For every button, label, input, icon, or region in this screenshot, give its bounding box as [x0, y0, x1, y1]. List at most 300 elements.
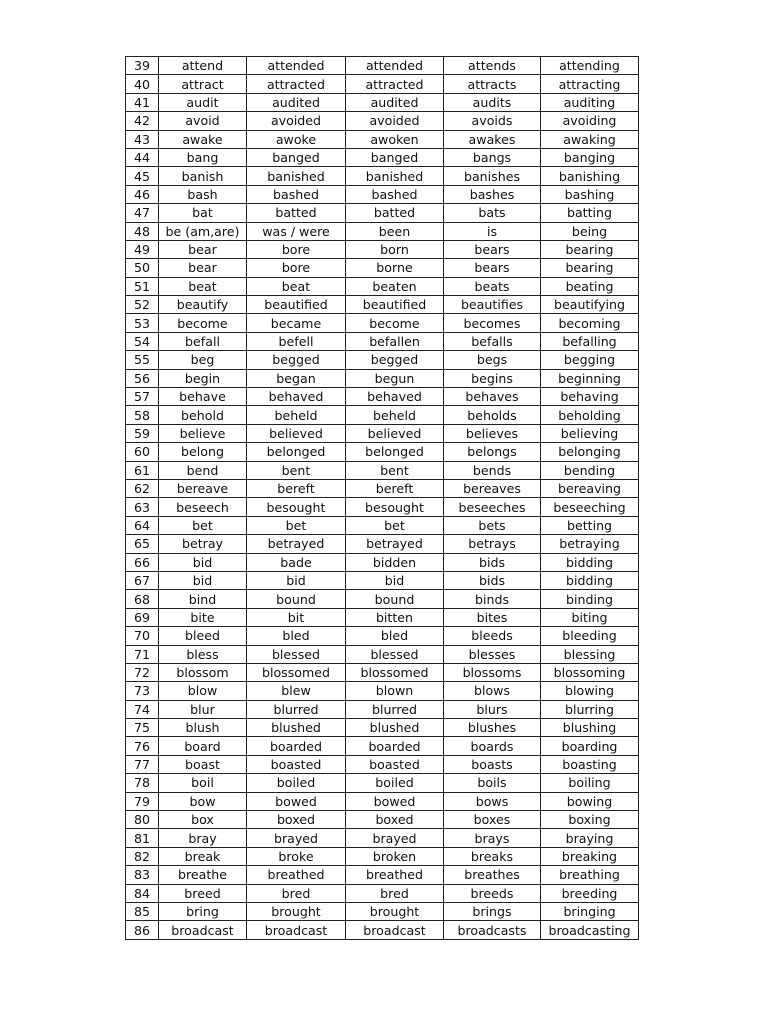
past-simple-cell: blessed [247, 645, 346, 663]
row-number-cell: 46 [126, 185, 159, 203]
ing-form-cell: bearing [541, 240, 639, 258]
third-person-form-cell: betrays [444, 535, 541, 553]
base-form-cell: audit [159, 93, 247, 111]
past-simple-cell: blurred [247, 700, 346, 718]
base-form-cell: blossom [159, 663, 247, 681]
past-simple-cell: beheld [247, 406, 346, 424]
row-number-cell: 63 [126, 498, 159, 516]
ing-form-cell: behaving [541, 388, 639, 406]
ing-form-cell: beholding [541, 406, 639, 424]
third-person-form-cell: bangs [444, 148, 541, 166]
past-simple-cell: believed [247, 424, 346, 442]
third-person-form-cell: bows [444, 792, 541, 810]
base-form-cell: bereave [159, 479, 247, 497]
base-form-cell: boast [159, 755, 247, 773]
row-number-cell: 81 [126, 829, 159, 847]
row-number-cell: 53 [126, 314, 159, 332]
table-row [126, 535, 639, 553]
ing-form-cell: bereaving [541, 479, 639, 497]
row-number-cell: 56 [126, 369, 159, 387]
past-simple-cell: brayed [247, 829, 346, 847]
third-person-form-cell: boxes [444, 811, 541, 829]
row-number-cell: 68 [126, 590, 159, 608]
third-person-form-cell: bears [444, 259, 541, 277]
past-participle-cell: become [346, 314, 444, 332]
table-row [126, 792, 639, 810]
ing-form-cell: breaking [541, 847, 639, 865]
table-row [126, 479, 639, 497]
base-form-cell: blow [159, 682, 247, 700]
table-row [126, 93, 639, 111]
third-person-form-cell: attracts [444, 75, 541, 93]
table-row [126, 571, 639, 589]
base-form-cell: avoid [159, 112, 247, 130]
base-form-cell: bind [159, 590, 247, 608]
row-number-cell: 75 [126, 719, 159, 737]
past-participle-cell: boiled [346, 774, 444, 792]
row-number-cell: 39 [126, 57, 159, 75]
base-form-cell: bray [159, 829, 247, 847]
ing-form-cell: bending [541, 461, 639, 479]
row-number-cell: 76 [126, 737, 159, 755]
base-form-cell: blush [159, 719, 247, 737]
past-participle-cell: bet [346, 516, 444, 534]
past-participle-cell: awoken [346, 130, 444, 148]
past-participle-cell: blessed [346, 645, 444, 663]
base-form-cell: beat [159, 277, 247, 295]
base-form-cell: beseech [159, 498, 247, 516]
past-simple-cell: banished [247, 167, 346, 185]
past-participle-cell: boxed [346, 811, 444, 829]
row-number-cell: 49 [126, 240, 159, 258]
past-simple-cell: bet [247, 516, 346, 534]
past-participle-cell: begged [346, 351, 444, 369]
third-person-form-cell: bashes [444, 185, 541, 203]
row-number-cell: 59 [126, 424, 159, 442]
ing-form-cell: beseeching [541, 498, 639, 516]
ing-form-cell: boxing [541, 811, 639, 829]
ing-form-cell: bringing [541, 902, 639, 920]
past-participle-cell: borne [346, 259, 444, 277]
table-row [126, 811, 639, 829]
base-form-cell: befall [159, 332, 247, 350]
row-number-cell: 82 [126, 847, 159, 865]
ing-form-cell: blurring [541, 700, 639, 718]
row-number-cell: 83 [126, 866, 159, 884]
past-simple-cell: avoided [247, 112, 346, 130]
row-number-cell: 45 [126, 167, 159, 185]
base-form-cell: bear [159, 259, 247, 277]
table-row [126, 240, 639, 258]
ing-form-cell: bleeding [541, 627, 639, 645]
table-row [126, 884, 639, 902]
ing-form-cell: breathing [541, 866, 639, 884]
past-simple-cell: became [247, 314, 346, 332]
third-person-form-cell: banishes [444, 167, 541, 185]
third-person-form-cell: beseeches [444, 498, 541, 516]
past-simple-cell: boxed [247, 811, 346, 829]
past-simple-cell: breathed [247, 866, 346, 884]
past-participle-cell: bid [346, 571, 444, 589]
base-form-cell: believe [159, 424, 247, 442]
base-form-cell: bend [159, 461, 247, 479]
ing-form-cell: blessing [541, 645, 639, 663]
third-person-form-cell: avoids [444, 112, 541, 130]
ing-form-cell: broadcasting [541, 921, 639, 939]
base-form-cell: bring [159, 902, 247, 920]
table-row [126, 921, 639, 939]
base-form-cell: blur [159, 700, 247, 718]
row-number-cell: 42 [126, 112, 159, 130]
past-participle-cell: born [346, 240, 444, 258]
ing-form-cell: blossoming [541, 663, 639, 681]
table-row [126, 332, 639, 350]
third-person-form-cell: bleeds [444, 627, 541, 645]
base-form-cell: attract [159, 75, 247, 93]
base-form-cell: boil [159, 774, 247, 792]
past-participle-cell: bereft [346, 479, 444, 497]
base-form-cell: breed [159, 884, 247, 902]
table-row [126, 148, 639, 166]
past-participle-cell: beheld [346, 406, 444, 424]
table-row [126, 112, 639, 130]
ing-form-cell: boasting [541, 755, 639, 773]
table-row [126, 351, 639, 369]
past-simple-cell: attracted [247, 75, 346, 93]
past-simple-cell: befell [247, 332, 346, 350]
past-simple-cell: attended [247, 57, 346, 75]
ing-form-cell: betraying [541, 535, 639, 553]
table-row [126, 314, 639, 332]
base-form-cell: attend [159, 57, 247, 75]
base-form-cell: begin [159, 369, 247, 387]
base-form-cell: bash [159, 185, 247, 203]
third-person-form-cell: becomes [444, 314, 541, 332]
past-simple-cell: brought [247, 902, 346, 920]
ing-form-cell: breeding [541, 884, 639, 902]
past-participle-cell: bashed [346, 185, 444, 203]
ing-form-cell: becoming [541, 314, 639, 332]
table-row [126, 847, 639, 865]
ing-form-cell: attending [541, 57, 639, 75]
third-person-form-cell: boasts [444, 755, 541, 773]
past-participle-cell: batted [346, 204, 444, 222]
ing-form-cell: boiling [541, 774, 639, 792]
table-row [126, 204, 639, 222]
row-number-cell: 84 [126, 884, 159, 902]
row-number-cell: 70 [126, 627, 159, 645]
row-number-cell: 41 [126, 93, 159, 111]
table-row [126, 755, 639, 773]
past-simple-cell: bore [247, 259, 346, 277]
table-row [126, 627, 639, 645]
table-row [126, 774, 639, 792]
ing-form-cell: beginning [541, 369, 639, 387]
ing-form-cell: binding [541, 590, 639, 608]
base-form-cell: break [159, 847, 247, 865]
past-simple-cell: bowed [247, 792, 346, 810]
past-simple-cell: belonged [247, 443, 346, 461]
row-number-cell: 71 [126, 645, 159, 663]
row-number-cell: 69 [126, 608, 159, 626]
past-simple-cell: awoke [247, 130, 346, 148]
past-simple-cell: beautified [247, 296, 346, 314]
third-person-form-cell: beholds [444, 406, 541, 424]
table-row [126, 130, 639, 148]
table-row [126, 498, 639, 516]
table-row [126, 296, 639, 314]
past-simple-cell: blew [247, 682, 346, 700]
past-simple-cell: bent [247, 461, 346, 479]
past-simple-cell: bashed [247, 185, 346, 203]
past-participle-cell: boasted [346, 755, 444, 773]
ing-form-cell: bowing [541, 792, 639, 810]
base-form-cell: beautify [159, 296, 247, 314]
third-person-form-cell: blossoms [444, 663, 541, 681]
third-person-form-cell: bears [444, 240, 541, 258]
past-participle-cell: broadcast [346, 921, 444, 939]
past-participle-cell: besought [346, 498, 444, 516]
past-simple-cell: bore [247, 240, 346, 258]
base-form-cell: bow [159, 792, 247, 810]
ing-form-cell: believing [541, 424, 639, 442]
base-form-cell: bang [159, 148, 247, 166]
row-number-cell: 65 [126, 535, 159, 553]
base-form-cell: behave [159, 388, 247, 406]
past-participle-cell: befallen [346, 332, 444, 350]
ing-form-cell: belonging [541, 443, 639, 461]
table-row [126, 516, 639, 534]
table-row [126, 737, 639, 755]
past-simple-cell: bade [247, 553, 346, 571]
row-number-cell: 62 [126, 479, 159, 497]
past-participle-cell: bidden [346, 553, 444, 571]
past-participle-cell: bowed [346, 792, 444, 810]
table-row [126, 369, 639, 387]
past-simple-cell: blossomed [247, 663, 346, 681]
third-person-form-cell: beautifies [444, 296, 541, 314]
table-row [126, 259, 639, 277]
table-row [126, 829, 639, 847]
row-number-cell: 51 [126, 277, 159, 295]
row-number-cell: 40 [126, 75, 159, 93]
past-simple-cell: boiled [247, 774, 346, 792]
base-form-cell: bid [159, 571, 247, 589]
row-number-cell: 57 [126, 388, 159, 406]
row-number-cell: 67 [126, 571, 159, 589]
row-number-cell: 66 [126, 553, 159, 571]
table-row [126, 663, 639, 681]
base-form-cell: board [159, 737, 247, 755]
verb-forms-table [125, 56, 639, 940]
ing-form-cell: braying [541, 829, 639, 847]
base-form-cell: bleed [159, 627, 247, 645]
row-number-cell: 79 [126, 792, 159, 810]
base-form-cell: bid [159, 553, 247, 571]
past-participle-cell: blown [346, 682, 444, 700]
base-form-cell: beg [159, 351, 247, 369]
past-participle-cell: bred [346, 884, 444, 902]
past-simple-cell: batted [247, 204, 346, 222]
third-person-form-cell: audits [444, 93, 541, 111]
base-form-cell: bear [159, 240, 247, 258]
ing-form-cell: blowing [541, 682, 639, 700]
past-participle-cell: betrayed [346, 535, 444, 553]
past-simple-cell: beat [247, 277, 346, 295]
past-simple-cell: bound [247, 590, 346, 608]
ing-form-cell: banging [541, 148, 639, 166]
third-person-form-cell: blows [444, 682, 541, 700]
row-number-cell: 52 [126, 296, 159, 314]
row-number-cell: 73 [126, 682, 159, 700]
base-form-cell: betray [159, 535, 247, 553]
past-participle-cell: banged [346, 148, 444, 166]
third-person-form-cell: awakes [444, 130, 541, 148]
past-simple-cell: banged [247, 148, 346, 166]
row-number-cell: 64 [126, 516, 159, 534]
past-simple-cell: began [247, 369, 346, 387]
third-person-form-cell: bids [444, 571, 541, 589]
table-row [126, 388, 639, 406]
row-number-cell: 60 [126, 443, 159, 461]
table-row [126, 590, 639, 608]
past-participle-cell: boarded [346, 737, 444, 755]
base-form-cell: become [159, 314, 247, 332]
past-simple-cell: besought [247, 498, 346, 516]
ing-form-cell: biting [541, 608, 639, 626]
third-person-form-cell: blesses [444, 645, 541, 663]
table-row [126, 700, 639, 718]
table-row [126, 75, 639, 93]
past-participle-cell: attracted [346, 75, 444, 93]
past-simple-cell: broke [247, 847, 346, 865]
row-number-cell: 72 [126, 663, 159, 681]
base-form-cell: belong [159, 443, 247, 461]
past-participle-cell: beautified [346, 296, 444, 314]
ing-form-cell: begging [541, 351, 639, 369]
past-participle-cell: been [346, 222, 444, 240]
row-number-cell: 86 [126, 921, 159, 939]
ing-form-cell: befalling [541, 332, 639, 350]
table-row [126, 277, 639, 295]
row-number-cell: 48 [126, 222, 159, 240]
past-simple-cell: bid [247, 571, 346, 589]
third-person-form-cell: breeds [444, 884, 541, 902]
row-number-cell: 58 [126, 406, 159, 424]
past-participle-cell: audited [346, 93, 444, 111]
past-simple-cell: begged [247, 351, 346, 369]
row-number-cell: 44 [126, 148, 159, 166]
row-number-cell: 43 [126, 130, 159, 148]
table-row [126, 185, 639, 203]
table-row [126, 902, 639, 920]
base-form-cell: breathe [159, 866, 247, 884]
ing-form-cell: awaking [541, 130, 639, 148]
past-simple-cell: boarded [247, 737, 346, 755]
third-person-form-cell: brings [444, 902, 541, 920]
ing-form-cell: blushing [541, 719, 639, 737]
table-row [126, 424, 639, 442]
base-form-cell: box [159, 811, 247, 829]
base-form-cell: behold [159, 406, 247, 424]
table-row [126, 167, 639, 185]
table-row [126, 645, 639, 663]
past-participle-cell: blushed [346, 719, 444, 737]
past-simple-cell: broadcast [247, 921, 346, 939]
row-number-cell: 85 [126, 902, 159, 920]
third-person-form-cell: begins [444, 369, 541, 387]
past-participle-cell: belonged [346, 443, 444, 461]
third-person-form-cell: is [444, 222, 541, 240]
base-form-cell: banish [159, 167, 247, 185]
third-person-form-cell: behaves [444, 388, 541, 406]
row-number-cell: 61 [126, 461, 159, 479]
row-number-cell: 47 [126, 204, 159, 222]
table-row [126, 57, 639, 75]
past-simple-cell: audited [247, 93, 346, 111]
past-participle-cell: believed [346, 424, 444, 442]
third-person-form-cell: beats [444, 277, 541, 295]
base-form-cell: be (am,are) [159, 222, 247, 240]
past-simple-cell: bit [247, 608, 346, 626]
ing-form-cell: bidding [541, 571, 639, 589]
row-number-cell: 80 [126, 811, 159, 829]
past-participle-cell: bled [346, 627, 444, 645]
verb-table-body [126, 57, 639, 940]
past-simple-cell: behaved [247, 388, 346, 406]
past-simple-cell: blushed [247, 719, 346, 737]
ing-form-cell: avoiding [541, 112, 639, 130]
ing-form-cell: batting [541, 204, 639, 222]
table-row [126, 222, 639, 240]
past-participle-cell: brayed [346, 829, 444, 847]
third-person-form-cell: breaks [444, 847, 541, 865]
ing-form-cell: banishing [541, 167, 639, 185]
past-simple-cell: boasted [247, 755, 346, 773]
row-number-cell: 74 [126, 700, 159, 718]
ing-form-cell: boarding [541, 737, 639, 755]
base-form-cell: bite [159, 608, 247, 626]
third-person-form-cell: bids [444, 553, 541, 571]
third-person-form-cell: attends [444, 57, 541, 75]
third-person-form-cell: boils [444, 774, 541, 792]
base-form-cell: bat [159, 204, 247, 222]
past-simple-cell: bereft [247, 479, 346, 497]
past-participle-cell: breathed [346, 866, 444, 884]
third-person-form-cell: blurs [444, 700, 541, 718]
past-participle-cell: bitten [346, 608, 444, 626]
third-person-form-cell: binds [444, 590, 541, 608]
third-person-form-cell: blushes [444, 719, 541, 737]
past-participle-cell: broken [346, 847, 444, 865]
table-row [126, 866, 639, 884]
past-participle-cell: avoided [346, 112, 444, 130]
past-participle-cell: banished [346, 167, 444, 185]
row-number-cell: 77 [126, 755, 159, 773]
table-row [126, 719, 639, 737]
third-person-form-cell: bereaves [444, 479, 541, 497]
third-person-form-cell: boards [444, 737, 541, 755]
table-row [126, 406, 639, 424]
third-person-form-cell: bats [444, 204, 541, 222]
third-person-form-cell: bites [444, 608, 541, 626]
past-participle-cell: bent [346, 461, 444, 479]
past-participle-cell: blurred [346, 700, 444, 718]
past-simple-cell: bled [247, 627, 346, 645]
third-person-form-cell: breathes [444, 866, 541, 884]
ing-form-cell: beautifying [541, 296, 639, 314]
row-number-cell: 50 [126, 259, 159, 277]
